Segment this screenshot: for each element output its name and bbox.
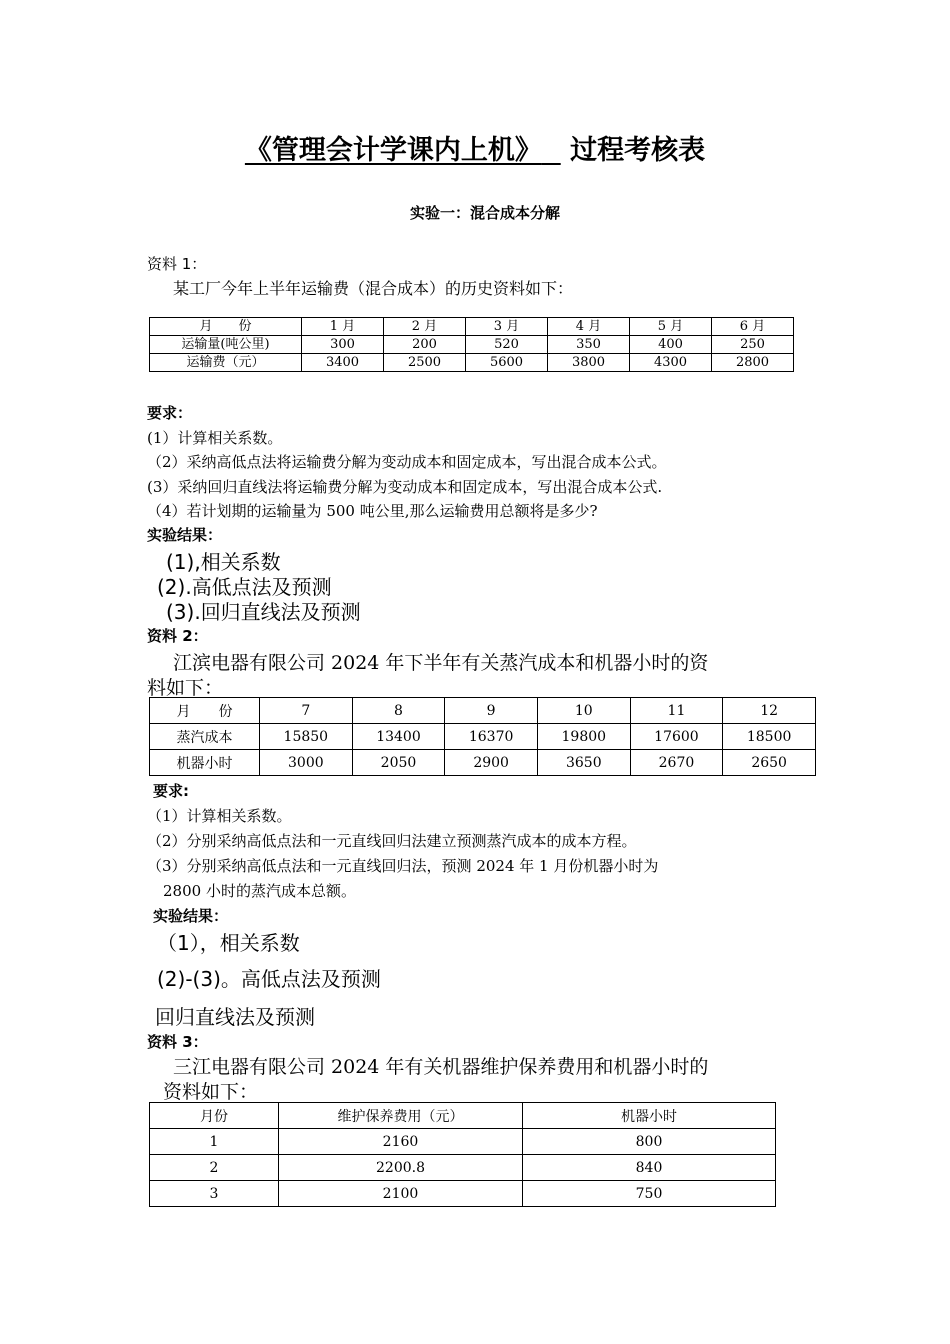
table-cell: 2650 [723, 750, 816, 776]
section3-label: 资料 3： [147, 1033, 208, 1051]
table-cell: 2160 [279, 1129, 523, 1155]
section2-intro-line1: 江滨电器有限公司 2024 年下半年有关蒸汽成本和机器小时的资 [173, 652, 709, 674]
table-cell: 月 份 [150, 318, 302, 336]
section2-requirement: 2800 小时的蒸汽成本总额。 [163, 882, 356, 900]
table-cell: 750 [523, 1181, 776, 1207]
table-cell: 3650 [537, 750, 630, 776]
table-cell: 1 月 [302, 318, 384, 336]
section1-requirement: （2）采纳高低点法将运输费分解为变动成本和固定成本，写出混合成本公式。 [147, 453, 667, 471]
table-cell: 运输费（元） [150, 354, 302, 372]
table-header-row [150, 698, 816, 724]
section2-requirement: （2）分别采纳高低点法和一元直线回归法建立预测蒸汽成本的成本方程。 [147, 832, 637, 850]
section2-requirements-label: 要求: [153, 782, 189, 800]
section3-table [149, 1102, 776, 1207]
section3-intro-line1: 三江电器有限公司 2024 年有关机器维护保养费用和机器小时的 [173, 1056, 709, 1078]
table-cell: 3000 [260, 750, 353, 776]
section2-table [149, 697, 816, 776]
table-cell: 5600 [466, 354, 548, 372]
table-cell: 300 [302, 336, 384, 354]
section1-requirements-label: 要求： [147, 404, 193, 422]
section2-label: 资料 2： [147, 627, 208, 645]
table-cell: 9 [445, 698, 538, 724]
table-cell: 月 份 [150, 698, 260, 724]
section1-result: (3).回归直线法及预测 [166, 600, 361, 624]
table-row [150, 1181, 776, 1207]
table-cell: 机器小时 [150, 750, 260, 776]
section2-intro-line2: 料如下： [147, 677, 224, 699]
table-cell: 3 [150, 1181, 279, 1207]
table-cell: 3400 [302, 354, 384, 372]
table-cell: 11 [630, 698, 723, 724]
table-cell: 7 [260, 698, 353, 724]
table-cell: 520 [466, 336, 548, 354]
table-cell: 4 月 [548, 318, 630, 336]
table-cell: 16370 [445, 724, 538, 750]
page-title [0, 128, 950, 167]
section1-result: (1),相关系数 [166, 550, 281, 574]
section2-requirement: （3）分别采纳高低点法和一元直线回归法，预测 2024 年 1 月份机器小时为 [147, 857, 659, 875]
table-cell: 13400 [352, 724, 445, 750]
section1-requirement: （4）若计划期的运输量为 500 吨公里,那么运输费用总额将是多少? [147, 502, 598, 520]
table-cell: 机器小时 [523, 1103, 776, 1129]
table-cell: 月份 [150, 1103, 279, 1129]
section2-result: (2)-(3)。高低点法及预测 [157, 967, 381, 991]
table-cell: 运输量(吨公里) [150, 336, 302, 354]
table-cell: 17600 [630, 724, 723, 750]
table-cell: 2800 [712, 354, 794, 372]
table-cell: 5 月 [630, 318, 712, 336]
table-row [150, 1129, 776, 1155]
table-cell: 2670 [630, 750, 723, 776]
table-cell: 12 [723, 698, 816, 724]
table-cell: 3800 [548, 354, 630, 372]
section1-intro: 某工厂今年上半年运输费（混合成本）的历史资料如下： [173, 279, 574, 298]
section1-requirement: (1）计算相关系数。 [147, 429, 283, 447]
section2-requirement: （1）计算相关系数。 [147, 807, 292, 825]
section3-intro-line2: 资料如下： [163, 1081, 259, 1103]
table-cell: 200 [384, 336, 466, 354]
table-header-row [150, 1103, 776, 1129]
table-cell: 3 月 [466, 318, 548, 336]
section2-result: 回归直线法及预测 [155, 1005, 315, 1029]
table-cell: 6 月 [712, 318, 794, 336]
table-cell: 400 [630, 336, 712, 354]
table-cell: 2900 [445, 750, 538, 776]
section2-results-label: 实验结果： [153, 907, 229, 925]
table-cell: 10 [537, 698, 630, 724]
section1-requirement: (3）采纳回归直线法将运输费分解为变动成本和固定成本，写出混合成本公式. [147, 478, 663, 496]
table-row [150, 336, 794, 354]
table-cell: 2 月 [384, 318, 466, 336]
title-suffix: 过程考核表 [570, 135, 706, 166]
table-cell: 8 [352, 698, 445, 724]
table-cell: 18500 [723, 724, 816, 750]
title-course: 《管理会计学课内上机》 [244, 135, 542, 166]
table-cell: 15850 [260, 724, 353, 750]
table-cell: 2 [150, 1155, 279, 1181]
table-cell: 350 [548, 336, 630, 354]
section1-label: 资料 1： [147, 255, 207, 273]
table-cell: 250 [712, 336, 794, 354]
table-row [150, 1155, 776, 1181]
section1-result: (2).高低点法及预测 [157, 575, 332, 599]
section1-results-label: 实验结果： [147, 526, 223, 544]
table-cell: 2200.8 [279, 1155, 523, 1181]
table-cell: 2100 [279, 1181, 523, 1207]
experiment-title: 实验一：混合成本分解 [409, 204, 560, 222]
section2-result: （1），相关系数 [157, 931, 300, 955]
table-cell: 2500 [384, 354, 466, 372]
table-cell: 800 [523, 1129, 776, 1155]
table-cell: 2050 [352, 750, 445, 776]
table-row [150, 724, 816, 750]
table-row [150, 354, 794, 372]
table-cell: 蒸汽成本 [150, 724, 260, 750]
table-cell: 维护保养费用（元） [279, 1103, 523, 1129]
table-cell: 19800 [537, 724, 630, 750]
table-header-row [150, 318, 794, 336]
table-row [150, 750, 816, 776]
section1-table [149, 317, 794, 372]
table-cell: 1 [150, 1129, 279, 1155]
table-cell: 840 [523, 1155, 776, 1181]
table-cell: 4300 [630, 354, 712, 372]
